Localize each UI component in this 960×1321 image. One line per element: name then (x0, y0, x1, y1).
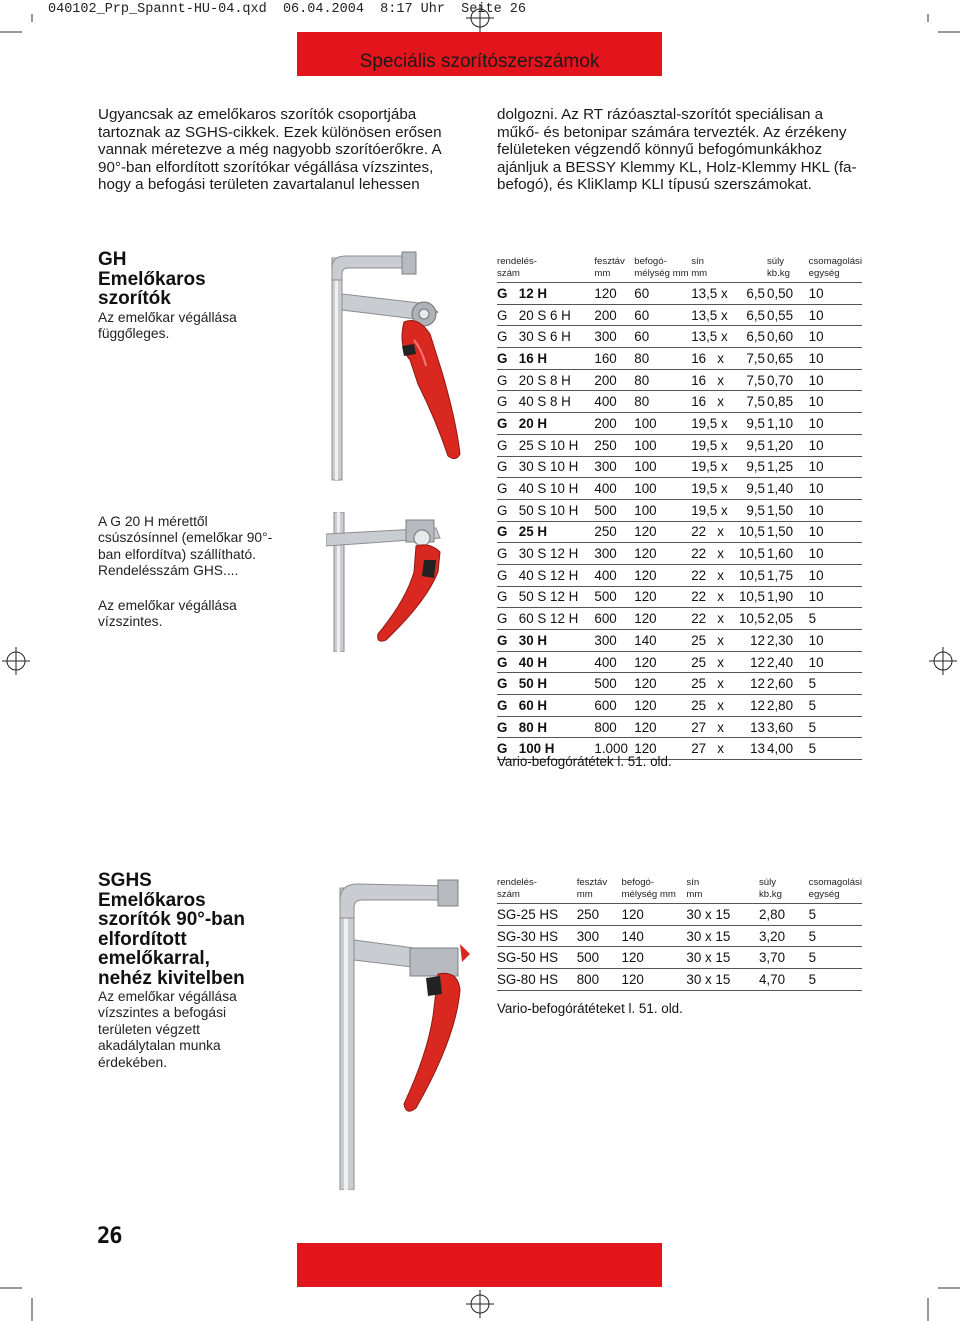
cell-pack: 10 (809, 304, 862, 326)
cell-span: 300 (594, 543, 634, 565)
cell-weight: 2,05 (767, 608, 809, 630)
cell-rail-height: 9,5 (739, 456, 767, 478)
cell-weight: 0,70 (767, 369, 809, 391)
cell-weight: 2,60 (767, 673, 809, 695)
cell-pack: 10 (809, 283, 862, 305)
header-text: mm (576, 889, 593, 900)
cell-pack: 10 (809, 521, 862, 543)
table-row (497, 348, 862, 370)
cell-depth: 100 (634, 478, 691, 500)
cell-span: 250 (577, 904, 622, 926)
cell-pack: 10 (809, 456, 862, 478)
col-header-order-no (497, 877, 577, 904)
cell-weight: 0,50 (767, 283, 809, 305)
cell-rail: 30 x 15 (686, 904, 759, 926)
cell-pack: 5 (809, 904, 862, 926)
cell-order-no: 20 S 6 H (519, 304, 595, 326)
cell-order-no: SG-25 HS (497, 904, 577, 926)
table-row (497, 304, 862, 326)
header-text: csomagolási (808, 256, 862, 267)
col-header-rail (691, 256, 767, 283)
cell-weight: 2,80 (759, 904, 809, 926)
cell-rail-width: 19,5 x (691, 434, 739, 456)
col-header-weight (767, 256, 809, 283)
cell-depth: 80 (634, 348, 691, 370)
table-row (497, 456, 862, 478)
cell-span: 400 (594, 564, 634, 586)
header-text: sín (691, 256, 704, 267)
cell-prefix: G (497, 283, 519, 305)
cell-rail: 30 x 15 (686, 947, 759, 969)
cell-span: 200 (594, 304, 634, 326)
cell-pack: 10 (809, 564, 862, 586)
cell-weight: 0,60 (767, 326, 809, 348)
header-text: súly (767, 256, 785, 267)
header-text: egység (808, 268, 840, 279)
table-row (497, 283, 862, 305)
cell-rail-width: 25 x (691, 673, 739, 695)
header-text: mélység mm (621, 889, 676, 900)
gh-title-line: szorítók (98, 288, 171, 309)
cell-pack: 10 (809, 651, 862, 673)
cell-rail-height: 13 (739, 716, 767, 738)
cell-rail-height: 12 (739, 630, 767, 652)
cell-span: 400 (594, 391, 634, 413)
cell-span: 500 (594, 673, 634, 695)
table-row (497, 521, 862, 543)
cell-weight: 3,60 (767, 716, 809, 738)
cell-depth: 120 (622, 904, 687, 926)
sghs-spec-table (497, 877, 862, 991)
cell-span: 160 (594, 348, 634, 370)
cell-span: 300 (594, 456, 634, 478)
header-text: mm (594, 268, 611, 279)
header-text: fesztáv (594, 256, 625, 267)
cell-pack: 5 (809, 716, 862, 738)
cell-span: 200 (594, 413, 634, 435)
gh-footnote: Vario-befogórátétek l. 51. old. (497, 754, 672, 769)
cell-rail-width: 22 x (691, 543, 739, 565)
cell-order-no: 25 S 10 H (519, 434, 595, 456)
cell-weight: 0,55 (767, 304, 809, 326)
sghs-table-body (497, 904, 862, 991)
cell-rail-width: 19,5 x (691, 456, 739, 478)
cell-depth: 120 (634, 738, 691, 760)
cell-rail-height: 10,5 (739, 543, 767, 565)
cell-weight: 4,00 (767, 738, 809, 760)
gh-clamp-image (318, 250, 468, 482)
col-header-weight (759, 877, 809, 904)
cell-rail-height: 6,5 (739, 283, 767, 305)
cell-order-no: 50 S 12 H (519, 586, 595, 608)
cell-order-no: 60 H (519, 695, 595, 717)
ghs-clamp-image (326, 512, 476, 652)
header-text: befogó- (634, 256, 667, 267)
table-row (497, 413, 862, 435)
header-text: mm (686, 889, 703, 900)
table-header-row (497, 256, 862, 283)
gh-spec-table (497, 256, 862, 760)
cell-pack: 10 (809, 348, 862, 370)
cell-span: 250 (594, 434, 634, 456)
gh-note-slider: A G 20 H mérettől csúszósínnel (emelőkar 90°-ban elfordítva) szállítható. Rendelésszám GHS.... (98, 514, 273, 579)
cell-prefix: G (497, 651, 519, 673)
header-text: rendelés- (497, 877, 537, 888)
sghs-title-line: szorítók 90°-ban (98, 909, 245, 930)
cell-order-no: 50 S 10 H (519, 499, 595, 521)
table-row (497, 434, 862, 456)
cell-rail-width: 13,5 x (691, 326, 739, 348)
cell-depth: 120 (634, 673, 691, 695)
cell-order-no: 12 H (519, 283, 595, 305)
cell-prefix: G (497, 586, 519, 608)
cell-weight: 1,60 (767, 543, 809, 565)
table-row (497, 543, 862, 565)
cell-pack: 10 (809, 369, 862, 391)
header-text: mm (691, 268, 708, 279)
cell-weight: 1,50 (767, 499, 809, 521)
cell-prefix: G (497, 348, 519, 370)
cell-pack: 10 (809, 391, 862, 413)
cell-pack: 10 (809, 586, 862, 608)
table-row (497, 947, 862, 969)
table-row (497, 326, 862, 348)
sghs-note: Az emelőkar végállása vízszintes a befogási területen végzett akadálytalan munka érdekében. (98, 989, 237, 1070)
cell-pack: 10 (809, 478, 862, 500)
cell-rail-width: 25 x (691, 695, 739, 717)
cell-prefix: G (497, 499, 519, 521)
cell-prefix: G (497, 478, 519, 500)
table-row (497, 608, 862, 630)
col-header-span (577, 877, 622, 904)
gh-table-body (497, 283, 862, 760)
cell-order-no: SG-30 HS (497, 925, 577, 947)
cell-depth: 120 (634, 695, 691, 717)
cell-rail-height: 12 (739, 673, 767, 695)
gh-section-heading (98, 250, 288, 309)
cell-rail-height: 9,5 (739, 434, 767, 456)
header-text: kb.kg (767, 268, 790, 279)
cell-order-no: SG-50 HS (497, 947, 577, 969)
cell-prefix: G (497, 434, 519, 456)
cell-order-no: 16 H (519, 348, 595, 370)
cell-weight: 4,70 (759, 969, 809, 991)
cell-rail-height: 7,5 (739, 348, 767, 370)
intro-right: dolgozni. Az RT rázóasztal-szorítót speciálisan a műkő- és betonipar számára tervezték. Az érzékeny felületeken végzendő könnyű befogómunkákhoz ajánljuk a BESSY Klemmy KL, Holz-Klemmy HKL (fa-befogó), és KliKlamp KLI típusú szerszámokat. (497, 106, 857, 194)
cell-rail-height: 6,5 (739, 326, 767, 348)
cell-depth: 120 (634, 564, 691, 586)
cell-span: 1.000 (594, 738, 634, 760)
cell-pack: 10 (809, 543, 862, 565)
cell-prefix: G (497, 326, 519, 348)
cell-pack: 10 (809, 499, 862, 521)
header-text: fesztáv (576, 877, 608, 888)
table-row (497, 586, 862, 608)
cell-depth: 80 (634, 391, 691, 413)
cell-depth: 120 (634, 586, 691, 608)
cell-depth: 120 (622, 969, 687, 991)
cell-prefix: G (497, 543, 519, 565)
cell-depth: 140 (622, 925, 687, 947)
cell-order-no: 80 H (519, 716, 595, 738)
gh-note-vertical: Az emelőkar végállása függőleges. (98, 310, 237, 342)
cell-order-no: 20 S 8 H (519, 369, 595, 391)
table-row (497, 969, 862, 991)
cell-pack: 5 (809, 673, 862, 695)
table-row (497, 716, 862, 738)
cell-span: 300 (594, 630, 634, 652)
table-row (497, 673, 862, 695)
cell-depth: 120 (634, 608, 691, 630)
cell-prefix: G (497, 738, 519, 760)
cell-rail-height: 9,5 (739, 499, 767, 521)
cell-span: 500 (577, 947, 622, 969)
cell-depth: 100 (634, 434, 691, 456)
header-text: egység (808, 889, 840, 900)
cell-pack: 5 (809, 947, 862, 969)
cell-rail-width: 19,5 x (691, 413, 739, 435)
col-header-depth (634, 256, 691, 283)
cell-rail-width: 19,5 x (691, 478, 739, 500)
cell-order-no: 60 S 12 H (519, 608, 595, 630)
cell-prefix: G (497, 673, 519, 695)
cell-depth: 120 (634, 521, 691, 543)
table-header-row (497, 877, 862, 904)
cell-span: 400 (594, 651, 634, 673)
cell-weight: 1,40 (767, 478, 809, 500)
cell-depth: 120 (634, 651, 691, 673)
cell-rail-height: 10,5 (739, 564, 767, 586)
cell-weight: 1,20 (767, 434, 809, 456)
cell-depth: 100 (634, 413, 691, 435)
table-row (497, 904, 862, 926)
header-text: súly (758, 877, 777, 888)
cell-depth: 60 (634, 326, 691, 348)
cell-depth: 120 (634, 543, 691, 565)
cell-weight: 1,90 (767, 586, 809, 608)
cell-rail-height: 10,5 (739, 521, 767, 543)
table-row (497, 925, 862, 947)
sghs-title-line: emelőkarral, (98, 948, 210, 969)
cell-weight: 3,20 (759, 925, 809, 947)
col-header-span (594, 256, 634, 283)
cell-prefix: G (497, 521, 519, 543)
cell-prefix: G (497, 369, 519, 391)
cell-span: 500 (594, 499, 634, 521)
col-header-pack (809, 877, 862, 904)
sghs-title-line: SGHS (98, 870, 152, 891)
cell-order-no: 100 H (519, 738, 595, 760)
header-text: szám (497, 268, 520, 279)
cell-order-no: 30 H (519, 630, 595, 652)
cell-rail-width: 25 x (691, 651, 739, 673)
cell-order-no: 40 H (519, 651, 595, 673)
header-text: csomagolási (808, 877, 862, 888)
header-text: befogó- (621, 877, 655, 888)
cell-rail-width: 16 x (691, 348, 739, 370)
gh-note-horizontal: Az emelőkar végállása vízszintes. (98, 598, 237, 630)
cell-span: 250 (594, 521, 634, 543)
cell-span: 800 (577, 969, 622, 991)
sghs-title-line: elfordított (98, 928, 187, 950)
cell-rail-width: 13,5 x (691, 304, 739, 326)
cell-rail-height: 9,5 (739, 413, 767, 435)
cell-depth: 100 (634, 499, 691, 521)
table-row (497, 651, 862, 673)
cell-weight: 1,75 (767, 564, 809, 586)
cell-weight: 2,30 (767, 630, 809, 652)
cell-weight: 0,85 (767, 391, 809, 413)
cell-pack: 10 (809, 326, 862, 348)
cell-depth: 60 (634, 304, 691, 326)
cell-pack: 5 (809, 738, 862, 760)
cell-span: 300 (594, 326, 634, 348)
cell-order-no: 50 H (519, 673, 595, 695)
cell-rail-height: 10,5 (739, 586, 767, 608)
cell-rail-width: 25 x (691, 630, 739, 652)
cell-order-no: SG-80 HS (497, 969, 577, 991)
cell-rail: 30 x 15 (686, 969, 759, 991)
cell-rail-width: 27 x (691, 716, 739, 738)
col-header-pack (809, 256, 862, 283)
cell-rail-width: 22 x (691, 608, 739, 630)
col-header-order-no (497, 256, 594, 283)
sghs-section-heading (98, 871, 298, 988)
cell-order-no: 40 S 12 H (519, 564, 595, 586)
cell-rail-width: 16 x (691, 391, 739, 413)
cell-order-no: 30 S 10 H (519, 456, 595, 478)
cell-weight: 0,65 (767, 348, 809, 370)
cell-depth: 80 (634, 369, 691, 391)
cell-rail-width: 27 x (691, 738, 739, 760)
cell-order-no: 20 H (519, 413, 595, 435)
header-text: kb.kg (758, 889, 782, 900)
cell-rail-width: 22 x (691, 564, 739, 586)
page-title: Speciális szorítószerszámok (359, 51, 600, 72)
cell-rail-height: 7,5 (739, 391, 767, 413)
cell-depth: 140 (634, 630, 691, 652)
cell-span: 300 (577, 925, 622, 947)
header-text: szám (497, 889, 520, 900)
cell-pack: 10 (809, 413, 862, 435)
cell-weight: 3,70 (759, 947, 809, 969)
cell-rail-height: 7,5 (739, 369, 767, 391)
cell-order-no: 25 H (519, 521, 595, 543)
header-text: sín (686, 877, 700, 888)
cell-rail-width: 22 x (691, 521, 739, 543)
cell-pack: 10 (809, 630, 862, 652)
cell-pack: 5 (809, 608, 862, 630)
cell-rail-width: 13,5 x (691, 283, 739, 305)
cell-order-no: 40 S 10 H (519, 478, 595, 500)
sghs-clamp-image (326, 878, 476, 1190)
cell-pack: 5 (809, 695, 862, 717)
cell-span: 600 (594, 695, 634, 717)
cell-rail-width: 19,5 x (691, 499, 739, 521)
cell-span: 400 (594, 478, 634, 500)
cell-rail-width: 22 x (691, 586, 739, 608)
cell-pack: 10 (809, 434, 862, 456)
cell-prefix: G (497, 413, 519, 435)
cell-depth: 60 (634, 283, 691, 305)
header-text: mélység mm (634, 268, 689, 279)
col-header-rail (686, 877, 759, 904)
cell-rail-height: 12 (739, 695, 767, 717)
cell-rail-width: 16 x (691, 369, 739, 391)
sghs-title-line: nehéz kivitelben (98, 967, 245, 989)
cell-prefix: G (497, 304, 519, 326)
cell-order-no: 40 S 8 H (519, 391, 595, 413)
cell-pack: 5 (809, 969, 862, 991)
cell-prefix: G (497, 630, 519, 652)
cell-depth: 100 (634, 456, 691, 478)
table-row (497, 391, 862, 413)
file-slug: 040102_Prp_Spannt-HU-04.qxd 06.04.2004 8:17 Uhr Seite 26 (48, 2, 526, 17)
cell-weight: 2,80 (767, 695, 809, 717)
cell-rail: 30 x 15 (686, 925, 759, 947)
gh-title-line: Emelőkaros (98, 268, 206, 290)
cell-prefix: G (497, 456, 519, 478)
cell-depth: 120 (634, 716, 691, 738)
sghs-footnote: Vario-befogórátéteket l. 51. old. (497, 1001, 683, 1016)
cell-rail-height: 6,5 (739, 304, 767, 326)
cell-rail-height: 13 (739, 738, 767, 760)
cell-weight: 2,40 (767, 651, 809, 673)
cell-order-no: 30 S 12 H (519, 543, 595, 565)
table-row (497, 630, 862, 652)
sghs-title-line: Emelőkaros (98, 889, 206, 911)
cell-weight: 1,10 (767, 413, 809, 435)
cell-order-no: 30 S 6 H (519, 326, 595, 348)
footer-bar (297, 1243, 662, 1287)
cell-prefix: G (497, 716, 519, 738)
cell-span: 200 (594, 369, 634, 391)
cell-pack: 5 (809, 925, 862, 947)
cell-depth: 120 (622, 947, 687, 969)
cell-prefix: G (497, 564, 519, 586)
cell-prefix: G (497, 695, 519, 717)
table-row (497, 478, 862, 500)
cell-weight: 1,25 (767, 456, 809, 478)
cell-prefix: G (497, 391, 519, 413)
cell-rail-height: 12 (739, 651, 767, 673)
table-row (497, 369, 862, 391)
cell-rail-height: 9,5 (739, 478, 767, 500)
gh-title-line: GH (98, 249, 127, 270)
table-row (497, 564, 862, 586)
cell-rail-height: 10,5 (739, 608, 767, 630)
table-row (497, 695, 862, 717)
page-number: 26 (97, 1224, 122, 1249)
cell-prefix: G (497, 608, 519, 630)
cell-span: 600 (594, 608, 634, 630)
intro-left: Ugyancsak az emelőkaros szorítók csoportjába tartoznak az SGHS-cikkek. Ezek különösen erősen vannak méretezve a még nagyobb szorítóerőkre. A 90°-ban elfordított szorítókar végállása vízszintes, hogy a befogási területen zavartalanul lehessen (98, 106, 442, 194)
col-header-depth (622, 877, 687, 904)
cell-span: 120 (594, 283, 634, 305)
cell-weight: 1,50 (767, 521, 809, 543)
cell-span: 500 (594, 586, 634, 608)
cell-span: 800 (594, 716, 634, 738)
header-text: rendelés- (497, 256, 537, 267)
table-row (497, 499, 862, 521)
